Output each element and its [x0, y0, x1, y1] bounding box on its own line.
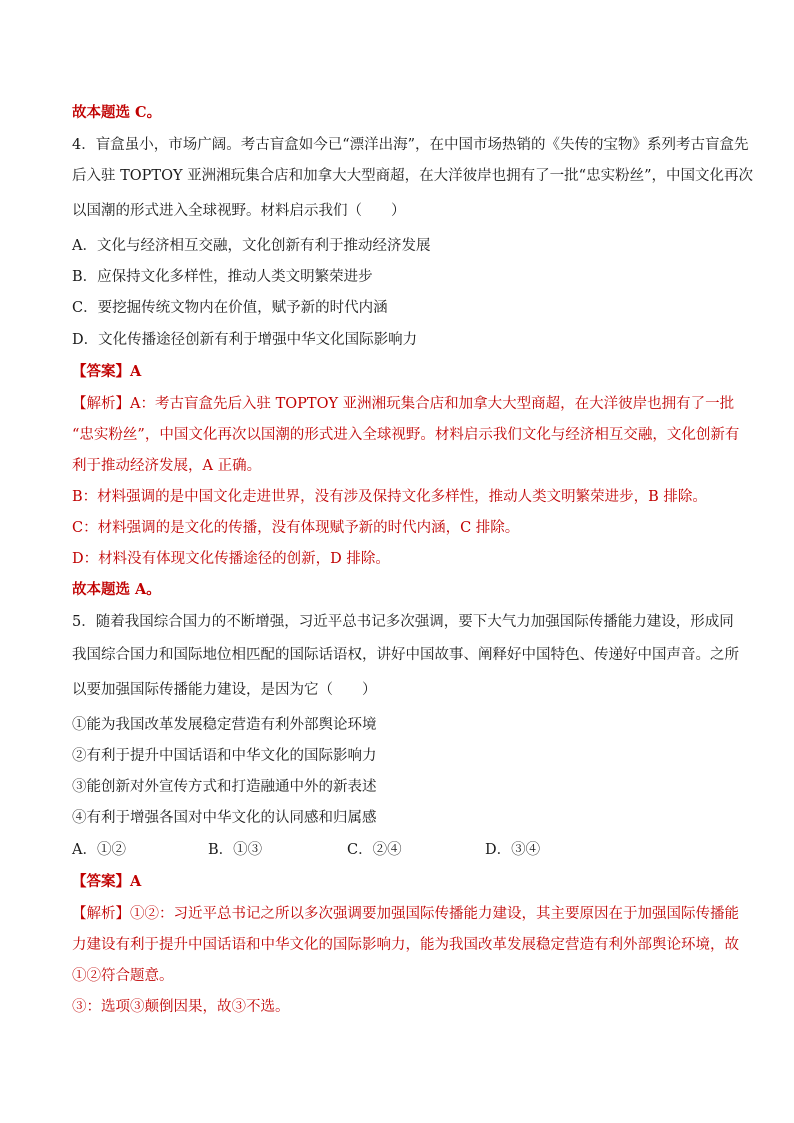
analysis-q5-line-3: ①②符合题意。 — [72, 968, 174, 984]
question-5-item-4: ④有利于增强各国对中华文化的认同感和归属感 — [72, 810, 377, 826]
question-4-stem-line-1: 4．盲盒虽小，市场广阔。考古盲盒如今已“漂洋出海”，在中国市场热销的《失传的宝物》系列考古盲盒先 — [72, 137, 749, 153]
analysis-q5-line-2: 力建设有利于提升中国话语和中华文化的国际影响力，能为我国改革发展稳定营造有利外部舆论环境，故 — [72, 937, 739, 953]
question-4-option-a: A．文化与经济相互交融，文化创新有利于推动经济发展 — [72, 238, 431, 254]
question-5-option-d: D．③④ — [485, 842, 541, 858]
analysis-q4-line-1: 【解析】A：考古盲盒先后入驻 TOPTOY 亚洲湘玩集合店和加拿大大型商超，在大洋彼岸也拥有了一批 — [72, 396, 735, 412]
question-5-stem-line-1: 5．随着我国综合国力的不断增强，习近平总书记多次强调，要下大气力加强国际传播能力建设，形成同 — [72, 614, 734, 630]
question-5-stem-line-3: 以要加强国际传播能力建设，是因为它（ ） — [72, 682, 377, 698]
conclusion-q4: 故本题选 A。 — [72, 581, 161, 598]
question-4-stem-line-3: 以国潮的形式进入全球视野。材料启示我们（ ） — [72, 203, 406, 219]
question-5-option-b: B．①③ — [208, 842, 263, 858]
answer-q4: 【答案】A — [72, 363, 142, 380]
question-4-option-d: D．文化传播途径创新有利于增强中华文化国际影响力 — [72, 332, 418, 348]
question-5-stem-line-2: 我国综合国力和国际地位相匹配的国际话语权，讲好中国故事、阐释好中国特色、传递好中国声音。之所 — [72, 647, 739, 663]
analysis-q4-line-3: 利于推动经济发展，A 正确。 — [72, 458, 262, 474]
question-4-option-b: B．应保持文化多样性，推动人类文明繁荣进步 — [72, 269, 373, 285]
question-5-option-a: A．①② — [72, 842, 126, 858]
analysis-q4-line-6: D：材料没有体现文化传播途径的创新，D 排除。 — [72, 551, 390, 567]
question-4-stem-line-2: 后入驻 TOPTOY 亚洲湘玩集合店和加拿大大型商超，在大洋彼岸也拥有了一批“忠实粉丝”，中国文化再次 — [72, 168, 753, 184]
analysis-q5-line-4: ③：选项③颠倒因果，故③不选。 — [72, 999, 290, 1015]
question-5-item-3: ③能创新对外宣传方式和打造融通中外的新表述 — [72, 779, 377, 795]
question-5-item-1: ①能为我国改革发展稳定营造有利外部舆论环境 — [72, 717, 377, 733]
analysis-q4-line-5: C：材料强调的是文化的传播，没有体现赋予新的时代内涵，C 排除。 — [72, 520, 520, 536]
question-5-item-2: ②有利于提升中国话语和中华文化的国际影响力 — [72, 748, 377, 764]
question-4-option-c: C．要挖掘传统文物内在价值，赋予新的时代内涵 — [72, 300, 388, 316]
answer-q5: 【答案】A — [72, 873, 142, 890]
analysis-q5-line-1: 【解析】①②：习近平总书记之所以多次强调要加强国际传播能力建设，其主要原因在于加强国际传播能 — [72, 906, 739, 922]
conclusion-q3: 故本题选 C。 — [72, 104, 162, 121]
analysis-q4-line-2: “忠实粉丝”，中国文化再次以国潮的形式进入全球视野。材料启示我们文化与经济相互交融，文化创新有 — [72, 427, 740, 443]
analysis-q4-line-4: B：材料强调的是中国文化走进世界，没有涉及保持文化多样性，推动人类文明繁荣进步，B 排除。 — [72, 489, 707, 505]
question-5-option-c: C．②④ — [347, 842, 402, 858]
